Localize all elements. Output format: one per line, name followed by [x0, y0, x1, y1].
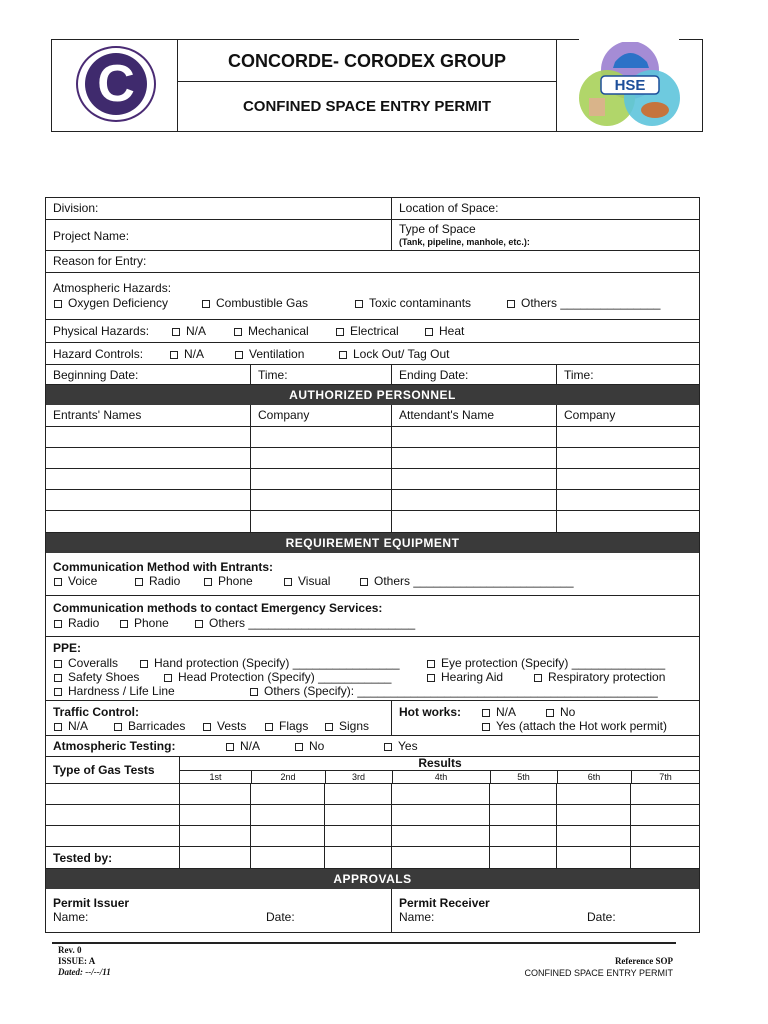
checkbox-voice[interactable]: Voice [54, 574, 97, 588]
checkbox-icon [482, 723, 490, 731]
requirement-equipment-band: REQUIREMENT EQUIPMENT [46, 533, 699, 553]
begin-time-label: Time: [258, 368, 288, 382]
beginning-date-label: Beginning Date: [53, 368, 139, 382]
checkbox-icon [203, 723, 211, 731]
logo-cell [52, 40, 178, 131]
company-logo [76, 46, 156, 122]
checkbox-icon [427, 660, 435, 668]
ending-date-field[interactable] [391, 365, 556, 384]
checkbox-mechanical[interactable]: Mechanical [234, 324, 309, 338]
type-of-space-label: Type of Space [399, 222, 476, 236]
checkbox-icon [54, 723, 62, 731]
checkbox-hand-protection[interactable]: Hand protection (Specify) ________________ [140, 656, 400, 670]
row-hazard-controls [46, 343, 699, 365]
permit-receiver-field[interactable] [391, 889, 699, 932]
row-reason[interactable] [46, 251, 699, 273]
result-col-7: 7th [659, 772, 672, 782]
col-entrants-names: Entrants' Names [53, 408, 142, 422]
checkbox-icon [325, 723, 333, 731]
checkbox-safety-shoes[interactable]: Safety Shoes [54, 670, 139, 684]
result-col-2: 2nd [280, 772, 296, 782]
checkbox-icon [355, 300, 363, 308]
checkbox-icon [336, 328, 344, 336]
checkbox-icon [427, 674, 435, 682]
checkbox-ctrl-na[interactable]: N/A [170, 347, 204, 361]
row-division [46, 198, 699, 220]
checkbox-icon [360, 578, 368, 586]
checkbox-icon [265, 723, 273, 731]
checkbox-icon [202, 300, 210, 308]
permit-form [45, 197, 700, 933]
approvals-band: APPROVALS [46, 869, 699, 889]
checkbox-barricades[interactable]: Barricades [114, 719, 185, 733]
checkbox-ventilation[interactable]: Ventilation [235, 347, 304, 361]
authorized-personnel-band: AUTHORIZED PERSONNEL [46, 385, 699, 405]
table-row[interactable] [46, 511, 699, 533]
receiver-name-label: Name: [399, 910, 435, 924]
checkbox-icon [482, 709, 490, 717]
footer-dated: Dated: --/--/11 [58, 967, 111, 977]
checkbox-icon [164, 674, 172, 682]
location-field[interactable] [391, 198, 699, 219]
checkbox-hot-yes[interactable]: Yes (attach the Hot work permit) [482, 719, 667, 733]
checkbox-vests[interactable]: Vests [203, 719, 246, 733]
checkbox-atm-others[interactable]: Others _______________ [507, 296, 660, 310]
checkbox-test-yes[interactable]: Yes [384, 739, 418, 753]
type-of-space-hint: (Tank, pipeline, manhole, etc.): [399, 237, 530, 247]
checkbox-icon [425, 328, 433, 336]
footer-reference: Reference SOP [614, 956, 673, 966]
table-row[interactable] [46, 805, 699, 826]
tested-by-label: Tested by: [53, 851, 113, 865]
checkbox-coveralls[interactable]: Coveralls [54, 656, 118, 670]
checkbox-signs[interactable]: Signs [325, 719, 369, 733]
gas-tests-label: Type of Gas Tests [53, 763, 155, 777]
hot-works-label: Hot works: [399, 705, 462, 719]
checkbox-icon [384, 743, 392, 751]
begin-time-field[interactable] [250, 365, 391, 384]
type-of-space-field[interactable] [391, 220, 699, 250]
gas-tests-header [46, 757, 699, 784]
division-label: Division: [53, 201, 99, 215]
row-atmospheric-testing [46, 736, 699, 757]
checkbox-ppe-others[interactable]: Others (Specify): _____________________________________________ [250, 684, 658, 698]
checkbox-icon [172, 328, 180, 336]
row-dates [46, 365, 699, 385]
col-company-2: Company [564, 408, 616, 422]
checkbox-icon [204, 578, 212, 586]
checkbox-icon [114, 723, 122, 731]
table-row[interactable] [46, 490, 699, 511]
checkbox-hot-no[interactable]: No [546, 705, 575, 719]
checkbox-icon [170, 351, 178, 359]
row-ppe [46, 637, 699, 701]
checkbox-harness[interactable]: Hardness / Life Line [54, 684, 175, 698]
location-label: Location of Space: [399, 201, 499, 215]
result-col-6: 6th [587, 772, 601, 782]
checkbox-lockout[interactable]: Lock Out/ Tag Out [339, 347, 450, 361]
table-row[interactable] [46, 784, 699, 805]
checkbox-test-na[interactable]: N/A [226, 739, 260, 753]
hse-text: HSE [614, 77, 646, 94]
atmospheric-hazards-label: Atmospheric Hazards: [53, 281, 172, 295]
checkbox-icon [284, 578, 292, 586]
table-row[interactable] [46, 826, 699, 847]
table-row[interactable] [46, 448, 699, 469]
checkbox-icon [54, 674, 62, 682]
permit-receiver-label: Permit Receiver [399, 896, 490, 910]
logo-letter: C [85, 53, 147, 115]
hse-venn-icon [557, 40, 702, 131]
checkbox-icon [534, 674, 542, 682]
checkbox-icon [507, 300, 515, 308]
checkbox-phys-na[interactable]: N/A [172, 324, 206, 338]
reason-label: Reason for Entry: [53, 254, 147, 268]
footer-doc-title: CONFINED SPACE ENTRY PERMIT [524, 968, 673, 978]
checkbox-emerg-others[interactable]: Others _________________________ [195, 616, 415, 630]
checkbox-traffic-na[interactable]: N/A [54, 719, 88, 733]
hse-logo [557, 40, 702, 131]
checkbox-icon [54, 660, 62, 668]
permit-title: CONFINED SPACE ENTRY PERMIT [242, 98, 492, 115]
atm-testing-label: Atmospheric Testing: [53, 739, 176, 753]
footer-divider [52, 942, 676, 944]
row-traffic-hotworks [46, 701, 699, 736]
ppe-label: PPE: [53, 641, 82, 655]
checkbox-combustible-gas[interactable]: Combustible Gas [202, 296, 308, 310]
row-atmospheric-hazards [46, 273, 699, 320]
checkbox-hot-na[interactable]: N/A [482, 705, 516, 719]
checkbox-respiratory[interactable]: Respiratory protection [534, 670, 665, 684]
checkbox-comm-others[interactable]: Others ________________________ [360, 574, 574, 588]
permit-issuer-label: Permit Issuer [53, 896, 130, 910]
checkbox-icon [546, 709, 554, 717]
row-physical-hazards [46, 320, 699, 343]
footer-rev: Rev. 0 [58, 945, 82, 955]
ending-date-label: Ending Date: [399, 368, 469, 382]
table-row[interactable] [46, 469, 699, 490]
checkbox-icon [120, 620, 128, 628]
result-col-1: 1st [209, 772, 222, 782]
checkbox-phone[interactable]: Phone [204, 574, 253, 588]
row-project [46, 220, 699, 251]
checkbox-radio[interactable]: Radio [135, 574, 180, 588]
end-time-field[interactable] [556, 365, 699, 384]
checkbox-eye-protection[interactable]: Eye protection (Specify) ______________ [427, 656, 665, 670]
permit-issuer-field[interactable] [46, 889, 391, 932]
table-row[interactable] [46, 427, 699, 448]
end-time-label: Time: [564, 368, 594, 382]
tested-by-row[interactable] [46, 847, 699, 869]
checkbox-icon [135, 578, 143, 586]
result-col-4: 4th [434, 772, 448, 782]
approvals-row [46, 889, 699, 932]
checkbox-heat[interactable]: Heat [425, 324, 464, 338]
result-col-3: 3rd [351, 772, 365, 782]
col-attendant-name: Attendant's Name [399, 408, 495, 422]
checkbox-icon [235, 351, 243, 359]
checkbox-icon [54, 620, 62, 628]
row-comm-entrants [46, 553, 699, 596]
checkbox-emerg-radio[interactable]: Radio [54, 616, 99, 630]
receiver-date-label: Date: [587, 910, 616, 924]
document-header [51, 39, 703, 132]
checkbox-icon [250, 688, 258, 696]
issuer-name-label: Name: [53, 910, 89, 924]
personnel-header-row [46, 405, 699, 427]
beginning-date-field[interactable] [46, 365, 250, 384]
checkbox-icon [140, 660, 148, 668]
checkbox-emerg-phone[interactable]: Phone [120, 616, 169, 630]
checkbox-test-no[interactable]: No [295, 739, 324, 753]
checkbox-icon [295, 743, 303, 751]
checkbox-head-protection[interactable]: Head Protection (Specify) ___________ [164, 670, 391, 684]
title-cell [178, 40, 557, 131]
checkbox-toxic-contaminants[interactable]: Toxic contaminants [355, 296, 471, 310]
row-comm-emergency [46, 596, 699, 637]
project-label: Project Name: [53, 229, 130, 243]
checkbox-icon [234, 328, 242, 336]
checkbox-electrical[interactable]: Electrical [336, 324, 399, 338]
checkbox-icon [54, 688, 62, 696]
checkbox-icon [195, 620, 203, 628]
checkbox-flags[interactable]: Flags [265, 719, 308, 733]
results-label: Results [180, 757, 700, 771]
result-col-5: 5th [517, 772, 530, 782]
physical-hazards-label: Physical Hazards: [53, 324, 150, 338]
checkbox-icon [339, 351, 347, 359]
company-name: CONCORDE- CORODEX GROUP [178, 40, 556, 82]
comm-emergency-label: Communication methods to contact Emergency Services: [53, 601, 383, 615]
col-company: Company [258, 408, 310, 422]
checkbox-icon [54, 300, 62, 308]
checkbox-hearing-aid[interactable]: Hearing Aid [427, 670, 503, 684]
comm-entrants-label: Communication Method with Entrants: [53, 560, 273, 574]
issuer-date-label: Date: [266, 910, 295, 924]
checkbox-visual[interactable]: Visual [284, 574, 330, 588]
traffic-control-label: Traffic Control: [53, 705, 139, 719]
checkbox-icon [226, 743, 234, 751]
footer-issue: ISSUE: A [58, 956, 96, 966]
checkbox-icon [54, 578, 62, 586]
hazard-controls-label: Hazard Controls: [53, 347, 144, 361]
project-field[interactable] [46, 220, 391, 250]
checkbox-oxygen-deficiency[interactable]: Oxygen Deficiency [54, 296, 168, 310]
